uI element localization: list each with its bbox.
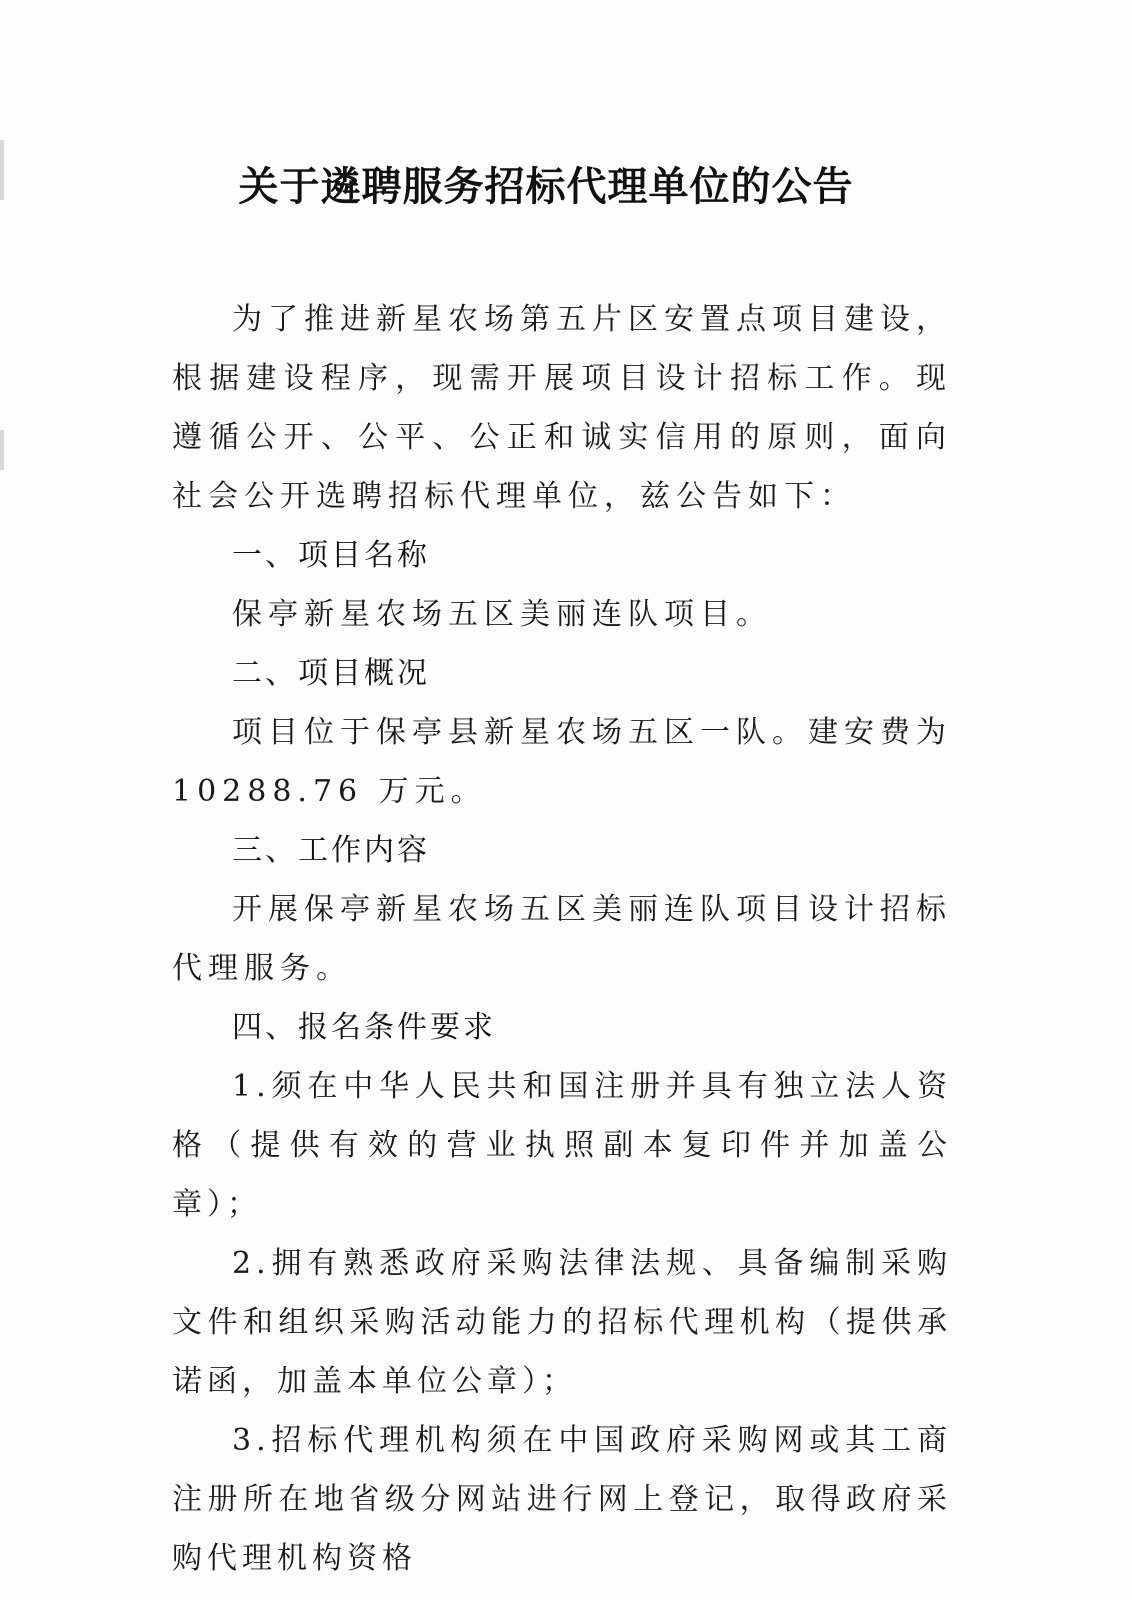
section-heading-requirements: 四、报名条件要求: [232, 1010, 496, 1045]
section-heading-work-content: 三、工作内容: [232, 833, 430, 868]
requirement-item-3: 3.招标代理机构须在中国政府采购网或其工商注册所在地省级分网站进行网上登记，取得政府采购代理机构资格: [172, 1423, 952, 1576]
section-heading-project-overview: 二、项目概况: [232, 656, 430, 691]
intro-paragraph: 为了推进新星农场第五片区安置点项目建设，根据建设程序，现需开展项目设计招标工作。现遵循公开、公平、公正和诚实信用的原则，面向社会公开选聘招标代理单位，兹公告如下：: [172, 302, 952, 514]
scan-edge-mark: [0, 430, 4, 470]
section-text-work-content: 开展保亭新星农场五区美丽连队项目设计招标代理服务。: [172, 892, 952, 986]
section-text-project-name: 保亭新星农场五区美丽连队项目。: [232, 597, 772, 632]
section-text-project-overview: 项目位于保亭县新星农场五区一队。建安费为 10288.76 万元。: [172, 715, 952, 809]
document-title: 关于遴聘服务招标代理单位的公告: [238, 164, 854, 210]
section-heading-project-name: 一、项目名称: [232, 538, 430, 573]
requirement-item-1: 1.须在中华人民共和国注册并具有独立法人资格（提供有效的营业执照副本复印件并加盖公章）；: [172, 1069, 952, 1222]
requirement-item-2: 2.拥有熟悉政府采购法律法规、具备编制采购文件和组织采购活动能力的招标代理机构（提供承诺函，加盖本单位公章）；: [172, 1246, 952, 1399]
document-body: [172, 290, 952, 1588]
